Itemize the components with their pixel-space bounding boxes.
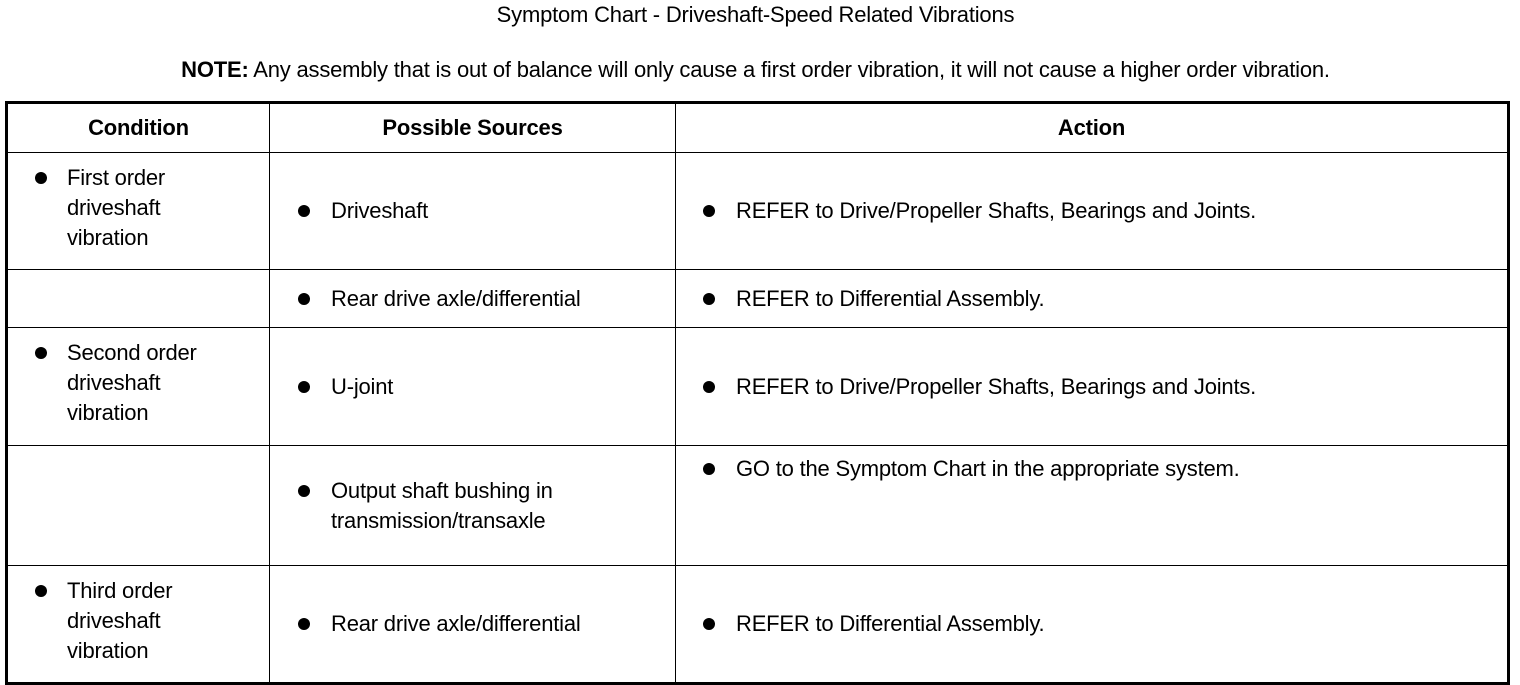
- table-row: [7, 328, 1509, 446]
- action-item: [676, 372, 1507, 402]
- bullet-icon: [703, 205, 715, 217]
- action-text: REFER to Drive/Propeller Shafts, Bearings and Joints.: [736, 373, 1257, 399]
- header-row: [7, 103, 1509, 153]
- source-item: [270, 284, 675, 314]
- symptom-table: [5, 101, 1510, 685]
- action-item: [676, 458, 1507, 480]
- condition-text: Second order driveshaft vibration: [67, 340, 197, 425]
- source-cell: [270, 270, 676, 328]
- bullet-icon: [298, 618, 310, 630]
- action-cell: [676, 153, 1509, 270]
- bullet-icon: [298, 205, 310, 217]
- bullet-icon: [298, 381, 310, 393]
- action-cell: [676, 328, 1509, 446]
- bullet-icon: [35, 347, 47, 359]
- action-text: GO to the Symptom Chart in the appropriate system.: [736, 456, 1240, 481]
- source-cell: [270, 446, 676, 566]
- bullet-icon: [703, 618, 715, 630]
- table-row: [7, 566, 1509, 684]
- action-text: REFER to Differential Assembly.: [736, 285, 1045, 311]
- action-item: [676, 196, 1507, 226]
- header-possible-sources: Possible Sources: [270, 103, 676, 153]
- page-title: Symptom Chart - Driveshaft-Speed Related Vibrations: [496, 2, 1015, 27]
- condition-cell: [7, 566, 270, 684]
- condition-cell: [7, 153, 270, 270]
- action-text: REFER to Drive/Propeller Shafts, Bearings and Joints.: [736, 198, 1257, 223]
- bullet-icon: [703, 293, 715, 305]
- condition-item: [8, 338, 269, 428]
- header-condition: Condition: [7, 103, 270, 153]
- condition-cell: [7, 446, 270, 566]
- note-label: NOTE:: [181, 57, 249, 82]
- source-item: [270, 609, 675, 639]
- condition-text: First order driveshaft vibration: [67, 165, 166, 250]
- table-row: [7, 270, 1509, 328]
- note-text: Any assembly that is out of balance will only cause a first order vibration, it will not cause a higher order vibration.: [248, 57, 1330, 82]
- source-cell: [270, 328, 676, 446]
- action-item: [676, 284, 1507, 314]
- source-text: Rear drive axle/differential: [331, 611, 581, 636]
- bullet-icon: [703, 381, 715, 393]
- source-item: [270, 476, 675, 536]
- note: [0, 57, 1511, 83]
- action-item: [676, 609, 1507, 639]
- source-text: U-joint: [331, 373, 394, 399]
- bullet-icon: [35, 172, 47, 184]
- source-text: Driveshaft: [331, 198, 429, 223]
- condition-item: [8, 163, 269, 253]
- action-cell: [676, 446, 1509, 566]
- source-cell: [270, 566, 676, 684]
- source-cell: [270, 153, 676, 270]
- bullet-icon: [703, 463, 715, 475]
- condition-cell: [7, 270, 270, 328]
- table-row: [7, 446, 1509, 566]
- source-text: Rear drive axle/differential: [331, 285, 581, 311]
- source-item: [270, 196, 675, 226]
- source-item: [270, 372, 675, 402]
- action-cell: [676, 566, 1509, 684]
- bullet-icon: [35, 585, 47, 597]
- condition-text: Third order driveshaft vibration: [67, 578, 173, 663]
- table-row: [7, 153, 1509, 270]
- header-action: Action: [676, 103, 1509, 153]
- action-text: REFER to Differential Assembly.: [736, 611, 1045, 636]
- condition-cell: [7, 328, 270, 446]
- bullet-icon: [298, 485, 310, 497]
- bullet-icon: [298, 293, 310, 305]
- action-cell: [676, 270, 1509, 328]
- source-text: Output shaft bushing in transmission/transaxle: [331, 477, 553, 533]
- condition-item: [8, 576, 269, 666]
